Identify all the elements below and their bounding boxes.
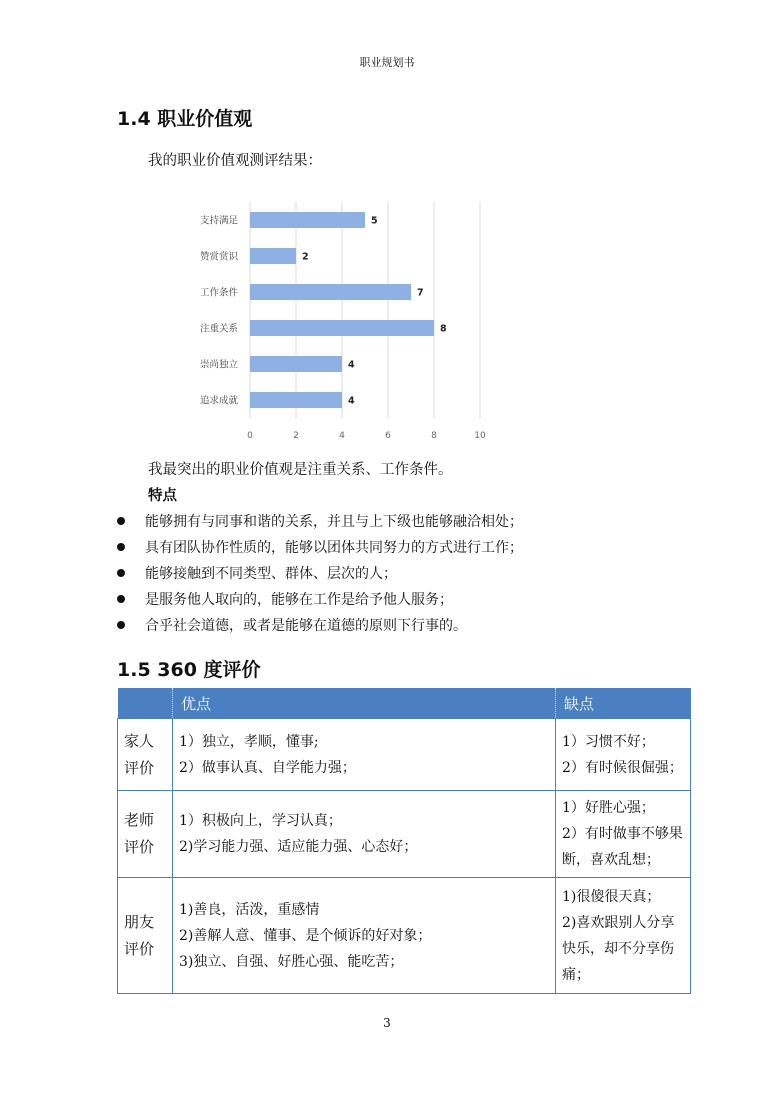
data-label: 8 [440, 323, 447, 335]
list-item [117, 560, 523, 586]
bullet-icon [117, 569, 125, 577]
data-label: 4 [348, 359, 355, 371]
data-label: 2 [302, 251, 309, 263]
row-label: 家人 评价 [118, 719, 173, 791]
list-item [117, 534, 523, 560]
header-cons: 缺点 [556, 688, 691, 719]
bar [250, 212, 365, 228]
evaluation-table [117, 688, 691, 994]
data-label: 4 [348, 395, 355, 407]
page-header: 职业规划书 [359, 56, 415, 69]
values-bar-chart [190, 198, 490, 443]
table-header-row [118, 688, 691, 719]
table-row [118, 719, 691, 791]
features-list [117, 508, 523, 638]
bar [250, 392, 342, 408]
bar [250, 284, 411, 300]
cons-cell: 1）习惯不好； 2）有时候很倔强； [556, 719, 691, 791]
page-number: 3 [383, 1016, 391, 1030]
values-intro: 我的职业价值观测评结果： [148, 153, 322, 169]
row-label: 朋友 评价 [118, 878, 173, 994]
data-label: 7 [417, 287, 424, 299]
category-label: 崇尚独立 [199, 359, 238, 371]
category-label: 工作条件 [199, 287, 238, 299]
list-item-text: 能够接触到不同类型、群体、层次的人； [145, 566, 397, 582]
x-tick-label: 4 [339, 431, 345, 441]
x-tick-label: 2 [293, 431, 299, 441]
category-label: 追求成就 [199, 395, 238, 407]
bar [250, 320, 434, 336]
pros-cell: 1)善良，活泼，重感情 2)善解人意、懂事、是个倾诉的好对象； 3)独立、自强、好胜心强、能吃苦； [173, 878, 556, 994]
list-item-text: 合乎社会道德，或者是能够在道德的原则下行事的。 [145, 618, 467, 634]
cons-cell: 1）好胜心强； 2）有时做事不够果断，喜欢乱想； [556, 791, 691, 878]
section-title-360: 1.5 360 度评价 [117, 659, 261, 681]
x-tick-label: 0 [247, 431, 253, 441]
category-label: 支持满足 [199, 215, 238, 227]
list-item-text: 能够拥有与同事和谐的关系，并且与上下级也能够融洽相处； [145, 514, 523, 530]
section-title-values: 1.4 职业价值观 [117, 108, 253, 130]
values-conclusion: 我最突出的职业价值观是注重关系、工作条件。 [148, 462, 453, 478]
pros-cell: 1）积极向上，学习认真； 2)学习能力强、适应能力强、心态好； [173, 791, 556, 878]
list-item [117, 508, 523, 534]
category-label: 注重关系 [199, 323, 238, 335]
table-row [118, 791, 691, 878]
pros-cell: 1）独立，孝顺，懂事; 2）做事认真、自学能力强； [173, 719, 556, 791]
header-pros: 优点 [173, 688, 556, 719]
list-item [117, 586, 523, 612]
bar [250, 356, 342, 372]
bullet-icon [117, 517, 125, 525]
bullet-icon [117, 595, 125, 603]
bar [250, 248, 296, 264]
row-label: 老师 评价 [118, 791, 173, 878]
header-blank [118, 688, 173, 719]
list-item-text: 是服务他人取向的，能够在工作是给予他人服务； [145, 592, 453, 608]
category-label: 赞赏赏识 [199, 251, 238, 263]
bullet-icon [117, 543, 125, 551]
features-label: 特点 [148, 488, 177, 504]
data-label: 5 [371, 215, 378, 227]
cons-cell: 1)很傻很天真； 2)喜欢跟别人分享快乐，却不分享伤痛； [556, 878, 691, 994]
x-tick-label: 10 [474, 431, 486, 441]
x-tick-label: 8 [431, 431, 437, 441]
bullet-icon [117, 621, 125, 629]
list-item-text: 具有团队协作性质的，能够以团体共同努力的方式进行工作； [145, 540, 523, 556]
list-item [117, 612, 523, 638]
table-row [118, 878, 691, 994]
x-tick-label: 6 [385, 431, 391, 441]
